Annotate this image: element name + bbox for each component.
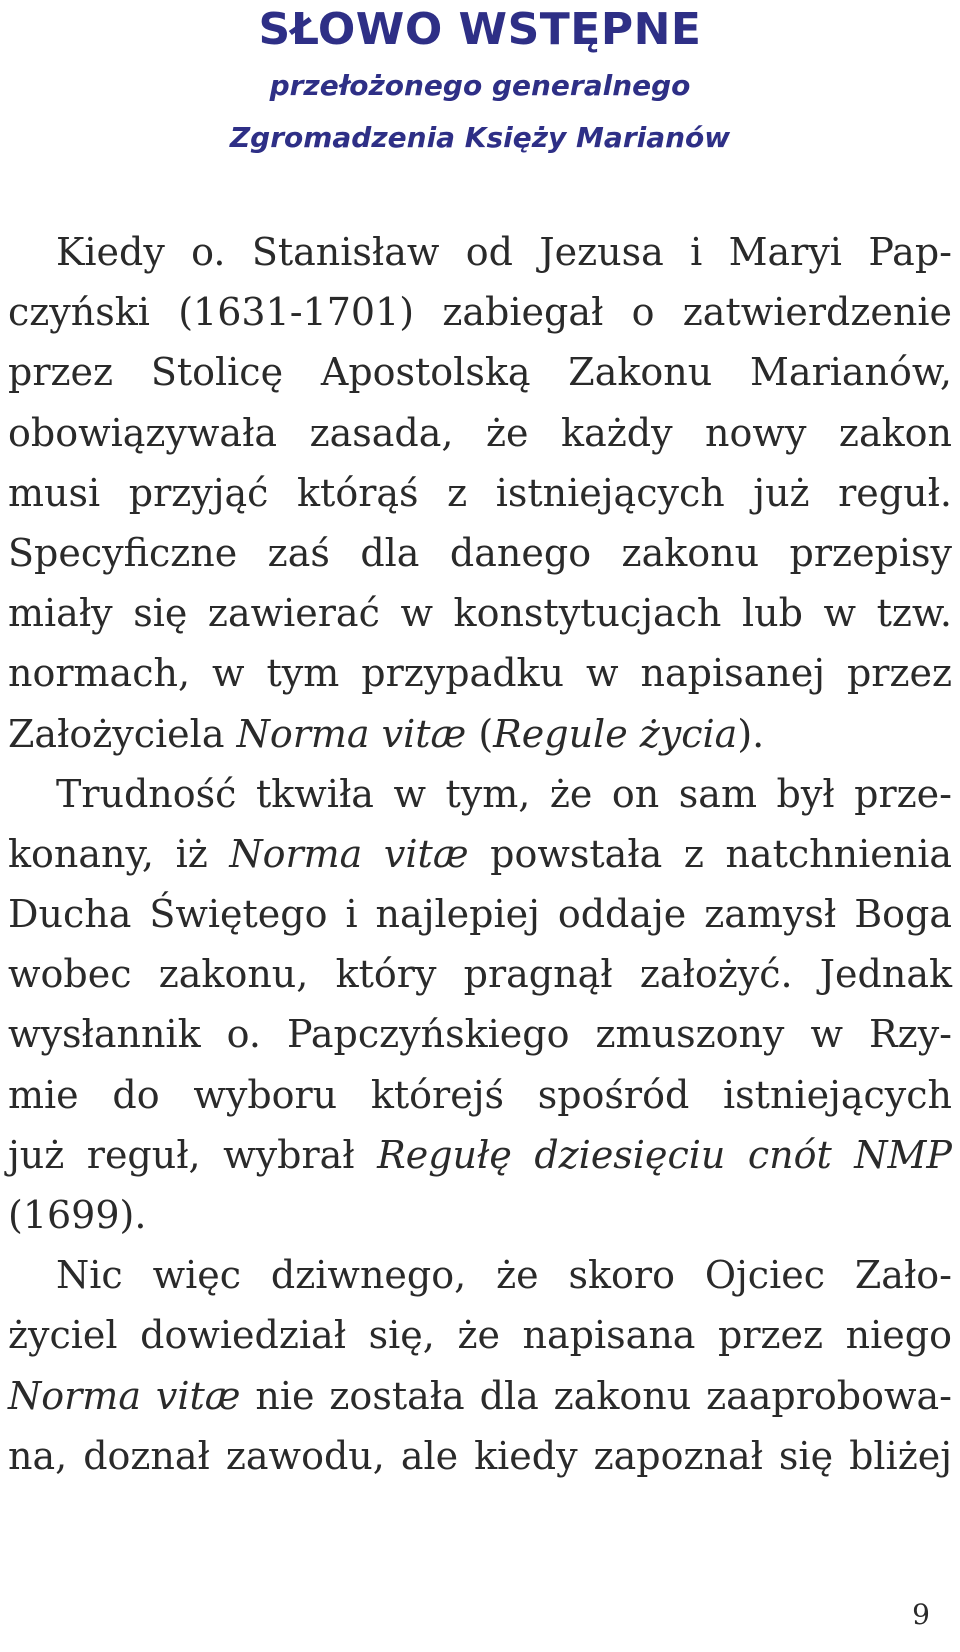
subtitle-line-2: Zgromadzenia Księży Marianów	[229, 121, 731, 154]
text-run: ).	[737, 711, 765, 756]
text-line: przez Stolicę Apostolską Zakonu Marianów,	[8, 350, 952, 395]
text-line: mie do wyboru którejś spośród istniejących	[8, 1072, 952, 1117]
text-line	[8, 1125, 952, 1185]
text-run: powstała z natchnienia	[468, 831, 953, 876]
italic-title: Norma vitæ	[236, 711, 467, 756]
text-run: już reguł, wybrał	[8, 1132, 378, 1177]
italic-title: Norma vitæ	[8, 1373, 241, 1418]
text-line: normach, w tym przypadku w napisanej przez	[8, 651, 952, 696]
subtitle-line-1: przełożonego generalnego	[269, 69, 691, 102]
paragraph-3	[8, 1245, 952, 1486]
text-line: wobec zakonu, który pragnął założyć. Jednak	[8, 952, 952, 997]
text-line: życiel dowiedział się, że napisana przez niego	[8, 1313, 952, 1358]
text-line: musi przyjąć którąś z istniejących już reguł.	[8, 470, 952, 515]
body-text	[8, 222, 952, 1486]
italic-title: Regule życia	[493, 711, 738, 756]
text-line	[8, 1366, 952, 1426]
italic-title: Norma vitæ	[229, 831, 469, 876]
text-run: konany, iż	[8, 831, 230, 876]
text-line: Trudność tkwiła w tym, że on sam był prze-	[56, 771, 952, 816]
text-line: Kiedy o. Stanisław od Jezusa i Maryi Pap-	[56, 230, 952, 274]
text-line: Specyficzne zaś dla danego zakonu przepisy	[8, 530, 952, 575]
paragraph-2	[8, 764, 952, 1246]
text-run: Założyciela	[8, 711, 237, 756]
page-number: 9	[912, 1598, 930, 1631]
text-line: miały się zawierać w konstytucjach lub w tzw.	[8, 591, 952, 636]
page-title: SŁOWO WSTĘPNE	[258, 4, 702, 55]
text-line: (1699).	[8, 1193, 147, 1237]
text-line: wysłannik o. Papczyńskiego zmuszony w Rzy-	[8, 1012, 952, 1057]
paragraph-1	[8, 222, 952, 764]
text-line	[8, 704, 952, 764]
text-run: nie została dla zakonu zaaprobowa-	[240, 1373, 952, 1418]
text-line: Nic więc dziwnego, że skoro Ojciec Zało-	[56, 1253, 952, 1298]
text-run: (	[466, 711, 494, 756]
italic-title: Regułę dziesięciu cnót NMP	[377, 1132, 952, 1177]
text-line	[8, 824, 952, 884]
text-line: na, doznał zawodu, ale kiedy zapoznał się bliżej	[8, 1433, 952, 1478]
text-line: obowiązywała zasada, że każdy nowy zakon	[8, 410, 952, 455]
text-line: czyński (1631-1701) zabiegał o zatwierdzenie	[8, 290, 952, 335]
text-line: Ducha Świętego i najlepiej oddaje zamysł Boga	[8, 892, 952, 937]
